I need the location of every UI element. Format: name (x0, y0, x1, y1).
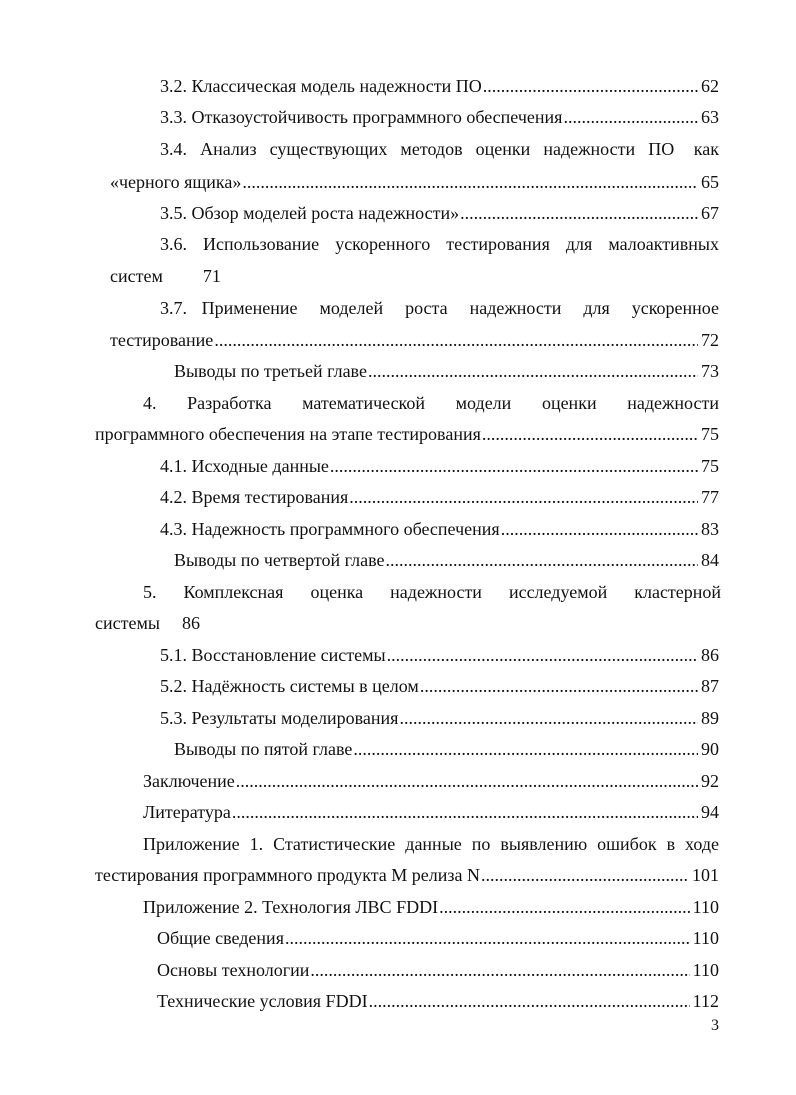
toc-entry-page: 101 (692, 865, 719, 885)
toc-entry-page: 67 (701, 203, 719, 223)
toc-leader-dots (285, 926, 690, 950)
toc-entry-title: 4.2. Время тестирования (160, 487, 349, 507)
toc-entry-ch4-conclusions (174, 548, 719, 572)
toc-leader-dots (349, 485, 698, 509)
toc-entry-title: 5.2. Надёжность системы в целом (160, 676, 419, 696)
toc-entry-5-2 (160, 674, 719, 698)
toc-leader-dots (483, 74, 698, 98)
toc-entry-4-2 (160, 485, 719, 509)
toc-leader-dots (214, 328, 698, 352)
toc-entry-title: Технические условия FDDI (157, 991, 368, 1011)
toc-entry-title: Общие сведения (157, 928, 284, 948)
toc-entry-3-6-line2 (110, 264, 221, 288)
toc-entry-ch5-conclusions (174, 737, 719, 761)
toc-leader-dots (353, 737, 698, 761)
toc-entry-appendix-2-specs (157, 989, 719, 1013)
page-number: 3 (711, 1017, 719, 1034)
toc-entry-page: 62 (701, 76, 719, 96)
toc-leader-dots (420, 674, 698, 698)
toc-entry-4-1 (160, 454, 719, 478)
toc-entry-page: 84 (701, 550, 719, 570)
toc-entry-page: 86 (181, 613, 200, 633)
toc-entry-title: Выводы по третьей главе (174, 361, 367, 381)
toc-leader-dots (482, 422, 698, 446)
toc-leader-dots (242, 170, 698, 194)
toc-entry-title: Выводы по пятой главе (174, 739, 353, 759)
toc-leader-dots (232, 800, 698, 824)
toc-entry-5-line2 (95, 611, 200, 635)
toc-entry-5-line1: 5. Комплексная оценка надежности исследуемой кластерной (143, 582, 722, 602)
toc-leader-dots (368, 359, 698, 383)
toc-leader-dots (460, 201, 698, 225)
toc-entry-page: 77 (701, 487, 719, 507)
toc-entry-title: Основы технологии (157, 960, 310, 980)
toc-entry-title: системы (95, 613, 160, 633)
toc-leader-dots (399, 706, 698, 730)
toc-entry-title: систем (110, 266, 163, 286)
toc-entry-page: 83 (701, 519, 719, 539)
toc-entry-page: 110 (692, 928, 719, 948)
toc-entry-5-1 (160, 643, 719, 667)
toc-entry-title: 3.5. Обзор моделей роста надежности» (160, 203, 460, 223)
toc-entry-page: 110 (692, 897, 719, 917)
toc-entry-page: 72 (701, 330, 719, 350)
toc-entry-title: 3.2. Классическая модель надежности ПО (160, 76, 482, 96)
toc-entry-title: 4.1. Исходные данные (160, 456, 329, 476)
toc-entry-appendix-1-line1: Приложение 1. Статистические данные по выявлению ошибок в ходе (143, 834, 719, 854)
toc-entry-title: Заключение (143, 771, 235, 791)
toc-entry-title: программного обеспечения на этапе тестирования (95, 424, 481, 444)
toc-entry-page: 75 (701, 424, 719, 444)
toc-entry-page: 87 (701, 676, 719, 696)
toc-entry-page: 90 (701, 739, 719, 759)
toc-entry-page: 89 (701, 708, 719, 728)
toc-leader-dots (369, 989, 690, 1013)
toc-entry-page: 65 (701, 172, 719, 192)
toc-leader-dots (439, 895, 690, 919)
toc-entry-4-line2 (95, 422, 719, 446)
toc-leader-dots (330, 454, 698, 478)
toc-entry-appendix-2-general (157, 926, 719, 950)
toc-entry-ch3-conclusions (174, 359, 719, 383)
toc-entry-3-7-line1: 3.7. Применение моделей роста надежности для ускоренное (160, 298, 719, 318)
toc-entry-title: Приложение 2. Технология ЛВС FDDI (143, 897, 439, 917)
toc-entry-3-6-line1: 3.6. Использование ускоренного тестирования для малоактивных (160, 234, 719, 254)
toc-leader-dots (563, 105, 698, 129)
toc-entry-page: 94 (701, 802, 719, 822)
toc-entry-conclusion (143, 769, 719, 793)
toc-entry-3-7-line2 (110, 328, 719, 352)
toc-entry-page: 110 (692, 960, 719, 980)
toc-entry-5-3 (160, 706, 719, 730)
toc-leader-dots (236, 769, 698, 793)
toc-entry-3-4-line2 (110, 170, 719, 194)
toc-leader-dots (385, 548, 698, 572)
toc-leader-dots (387, 643, 698, 667)
toc-entry-title: 3.3. Отказоустойчивость программного обеспечения (160, 107, 563, 127)
toc-leader-dots (501, 517, 698, 541)
toc-entry-title: Литература (143, 802, 231, 822)
toc-entry-3-4-line1: 3.4. Анализ существующих методов оценки надежности ПО как (160, 139, 719, 159)
toc-entry-page: 75 (701, 456, 719, 476)
toc-entry-3-3 (160, 105, 719, 129)
toc-entry-3-5 (160, 201, 719, 225)
toc-entry-page: 71 (202, 266, 221, 286)
toc-entry-title: «черного ящика» (110, 172, 242, 192)
toc-entry-title: Выводы по четвертой главе (174, 550, 385, 570)
toc-entry-3-2 (160, 74, 719, 98)
toc-entry-literature (143, 800, 719, 824)
toc-entry-page: 86 (701, 645, 719, 665)
toc-entry-4-3 (160, 517, 719, 541)
toc-leader-dots (310, 958, 689, 982)
toc-entry-title: 5.1. Восстановление системы (160, 645, 386, 665)
toc-entry-appendix-2-basics (157, 958, 719, 982)
toc-entry-page: 92 (701, 771, 719, 791)
toc-entry-title: тестирования программного продукта M релиза N (95, 865, 481, 885)
toc-entry-page: 73 (701, 361, 719, 381)
toc-entry-title: 4.3. Надежность программного обеспечения (160, 519, 500, 539)
toc-entry-page: 63 (701, 107, 719, 127)
toc-entry-appendix-2 (143, 895, 719, 919)
toc-entry-page: 112 (692, 991, 719, 1011)
toc-entry-title: 5.3. Результаты моделирования (160, 708, 399, 728)
toc-entry-appendix-1-line2 (95, 863, 719, 887)
toc-entry-4-line1: 4. Разработка математической модели оценки надежности (143, 393, 719, 413)
toc-leader-dots (481, 863, 689, 887)
toc-entry-title: тестирование (110, 330, 214, 350)
